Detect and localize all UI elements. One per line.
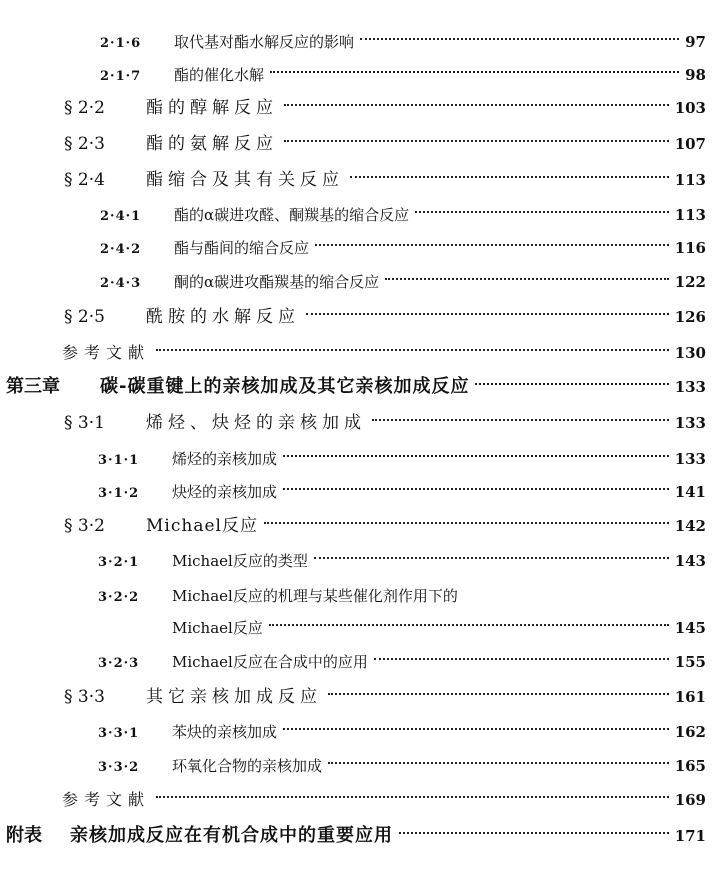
entry-title: 酯与酯间的缩合反应 <box>174 239 310 257</box>
dot-leader <box>475 383 668 385</box>
entry-title: 酯的α碳进攻醛、酮羰基的缩合反应 <box>174 206 410 224</box>
entry-title: Michael反应的类型 <box>172 552 308 570</box>
dot-leader <box>284 140 669 142</box>
toc-entry-2-4-3 <box>100 268 706 296</box>
toc-entry-3-3-2 <box>98 752 706 780</box>
entry-number: 3·1·1 <box>98 453 140 468</box>
entry-page: 142 <box>674 517 706 535</box>
dot-leader <box>399 832 669 834</box>
entry-number: 2·4·3 <box>100 276 142 291</box>
entry-number: 2·1·7 <box>100 69 142 84</box>
entry-page: 107 <box>674 135 706 153</box>
entry-title: 苯炔的亲核加成 <box>172 723 278 741</box>
dot-leader <box>270 71 679 73</box>
entry-page: 169 <box>674 791 706 809</box>
dot-leader <box>415 211 669 213</box>
toc-entry-2-3 <box>64 130 706 158</box>
entry-title: Michael反应 <box>172 619 263 637</box>
toc-entry-appendix <box>6 822 706 850</box>
toc-entry-3-3 <box>64 683 706 711</box>
dot-leader <box>385 278 669 280</box>
toc-entry-3-2 <box>64 512 706 540</box>
dot-leader <box>372 419 669 421</box>
entry-number: 第三章 <box>6 376 60 397</box>
toc-entry-references-2 <box>62 786 706 814</box>
entry-page: 155 <box>674 653 706 671</box>
entry-page: 133 <box>674 450 706 468</box>
entry-page: 133 <box>674 378 706 396</box>
entry-number: 3·3·1 <box>98 726 140 741</box>
toc-entry-3-2-2 <box>98 582 706 610</box>
dot-leader <box>328 762 669 764</box>
entry-page: 162 <box>674 723 706 741</box>
entry-page: 103 <box>674 99 706 117</box>
entry-title: Michael反应在合成中的应用 <box>172 653 368 671</box>
entry-title: 炔烃的亲核加成 <box>172 483 278 501</box>
entry-title: 酯的醇解反应 <box>146 98 278 118</box>
entry-page: 126 <box>674 308 706 326</box>
dot-leader <box>156 796 669 798</box>
entry-page: 165 <box>674 757 706 775</box>
toc-entry-chapter-3 <box>6 373 706 401</box>
entry-title: Michael反应 <box>146 516 258 536</box>
entry-page: 122 <box>674 273 706 291</box>
entry-title: 其它亲核加成反应 <box>146 687 322 707</box>
entry-page: 143 <box>674 552 706 570</box>
entry-page: 130 <box>674 344 706 362</box>
entry-page: 133 <box>674 414 706 432</box>
dot-leader <box>283 728 669 730</box>
toc-entry-2-4-2 <box>100 234 706 262</box>
entry-number: § 2·3 <box>64 134 105 154</box>
entry-number: 2·4·2 <box>100 242 142 257</box>
entry-page: 98 <box>685 66 706 84</box>
entry-title: Michael反应的机理与某些催化剂作用下的 <box>172 587 458 605</box>
entry-number: 3·3·2 <box>98 760 140 775</box>
dot-leader <box>284 104 669 106</box>
entry-page: 145 <box>674 619 706 637</box>
entry-title: 碳-碳重键上的亲核加成及其它亲核加成反应 <box>100 376 470 397</box>
dot-leader <box>269 624 669 626</box>
entry-number: § 2·4 <box>64 170 105 190</box>
entry-number: § 2·2 <box>64 98 105 118</box>
entry-page: 161 <box>674 688 706 706</box>
toc-entry-3-1-1 <box>98 445 706 473</box>
toc-entry-2-5 <box>64 303 706 331</box>
entry-page: 113 <box>674 171 706 189</box>
entry-number: § 3·1 <box>64 413 105 433</box>
entry-title: 环氧化合物的亲核加成 <box>172 757 323 775</box>
toc-entry-2-2 <box>64 94 706 122</box>
dot-leader <box>374 658 669 660</box>
toc-entry-2-4-1 <box>100 201 706 229</box>
toc-entry-2-4 <box>64 166 706 194</box>
entry-number: 3·1·2 <box>98 486 140 501</box>
dot-leader <box>315 244 669 246</box>
entry-number: 2·1·6 <box>100 36 142 51</box>
entry-number: 3·2·2 <box>98 590 140 605</box>
entry-title: 烯烃的亲核加成 <box>172 450 278 468</box>
toc-entry-3-2-3 <box>98 648 706 676</box>
entry-page: 116 <box>674 239 706 257</box>
entry-page: 97 <box>685 33 706 51</box>
dot-leader <box>314 557 669 559</box>
entry-number: 附表 <box>6 825 42 846</box>
entry-title: 取代基对酯水解反应的影响 <box>174 33 355 51</box>
entry-number: § 2·5 <box>64 307 105 327</box>
toc-entry-2-1-7 <box>100 61 706 89</box>
entry-title: 参考文献 <box>62 343 151 362</box>
toc-entry-3-1 <box>64 409 706 437</box>
entry-title: 酯的催化水解 <box>174 66 265 84</box>
dot-leader <box>360 38 679 40</box>
entry-title: 参考文献 <box>62 790 151 809</box>
dot-leader <box>328 693 669 695</box>
entry-page: 141 <box>674 483 706 501</box>
dot-leader <box>156 349 669 351</box>
toc-entry-3-1-2 <box>98 478 706 506</box>
toc-entry-3-2-1 <box>98 547 706 575</box>
entry-title: 酰胺的水解反应 <box>146 307 300 327</box>
dot-leader <box>283 455 669 457</box>
toc-entry-3-3-1 <box>98 718 706 746</box>
toc-entry-references-1 <box>62 339 706 367</box>
toc-entry-3-2-2-continued <box>172 614 706 642</box>
entry-title: 亲核加成反应在有机合成中的重要应用 <box>70 825 393 846</box>
entry-number: 2·4·1 <box>100 209 142 224</box>
dot-leader <box>306 313 669 315</box>
entry-page: 171 <box>674 827 706 845</box>
entry-number: § 3·2 <box>64 516 105 536</box>
dot-leader <box>264 522 669 524</box>
toc-entry-2-1-6 <box>100 28 706 56</box>
entry-title: 烯烃、炔烃的亲核加成 <box>146 413 366 433</box>
entry-title: 酯的氨解反应 <box>146 134 278 154</box>
entry-number: 3·2·1 <box>98 555 140 570</box>
entry-page: 113 <box>674 206 706 224</box>
entry-title: 酯缩合及其有关反应 <box>146 170 344 190</box>
entry-title: 酮的α碳进攻酯羰基的缩合反应 <box>174 273 380 291</box>
dot-leader <box>283 488 669 490</box>
entry-number: § 3·3 <box>64 687 105 707</box>
entry-number: 3·2·3 <box>98 656 140 671</box>
dot-leader <box>350 176 669 178</box>
